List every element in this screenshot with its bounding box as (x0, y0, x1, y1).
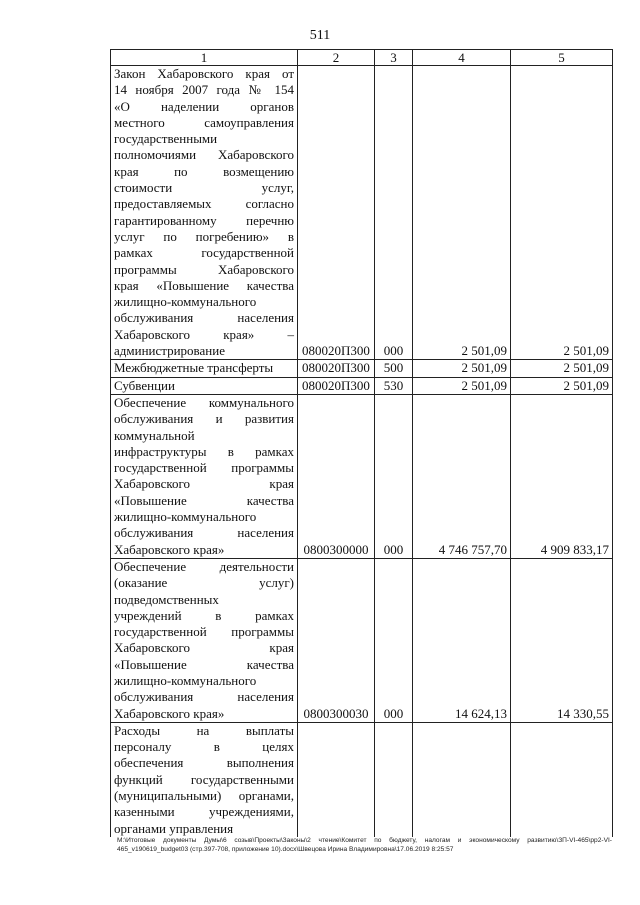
description-line: местного самоуправления (114, 114, 294, 130)
row-description (111, 66, 298, 360)
description-line: казенными учреждениями, (114, 804, 294, 820)
description-line: функций государственными (114, 771, 294, 787)
table-row (111, 377, 613, 394)
row-description (111, 394, 298, 558)
description-line: органами управления (114, 820, 234, 836)
description-line: Хабаровского края» (114, 541, 225, 557)
description-line: 14 ноября 2007 года № 154 (114, 82, 294, 98)
expense-type-code: 530 (375, 377, 413, 394)
expense-type-code: 000 (375, 66, 413, 360)
description-line: услуг по погребению» в (114, 228, 294, 244)
description-line: обслуживания и развития (114, 411, 294, 427)
description-line: обслуживания населения (114, 310, 294, 326)
row-description (111, 360, 298, 377)
amount-2019 (413, 722, 511, 837)
expense-type-code (375, 722, 413, 837)
target-article-code: 0800300030 (298, 558, 375, 722)
description-line: программы Хабаровского (114, 261, 294, 277)
description-line: администрирование (114, 343, 225, 359)
description-line: обслуживания населения (114, 689, 294, 705)
target-article-code (298, 722, 375, 837)
description-line: стоимости услуг, (114, 180, 294, 196)
description-line: Межбюджетные трансферты (114, 360, 274, 376)
table-row (111, 394, 613, 558)
expense-type-code: 500 (375, 360, 413, 377)
amount-2020: 2 501,09 (511, 360, 613, 377)
description-line: обеспечения выполнения (114, 755, 294, 771)
column-header: 3 (375, 50, 413, 66)
target-article-code: 080020П300 (298, 360, 375, 377)
description-line: Хабаровского края» (114, 705, 225, 721)
description-line: (оказание услуг) (114, 575, 294, 591)
column-header: 2 (298, 50, 375, 66)
table-row (111, 558, 613, 722)
description-line: Хабаровского края» – (114, 326, 294, 342)
description-line: Хабаровского края (114, 640, 294, 656)
target-article-code: 080020П300 (298, 66, 375, 360)
table-row (111, 722, 613, 837)
table-row (111, 66, 613, 360)
description-line: коммунальной (114, 427, 195, 443)
amount-2020 (511, 722, 613, 837)
description-line: «Повышение качества (114, 656, 294, 672)
description-line: обслуживания населения (114, 525, 294, 541)
table-header-row (111, 50, 613, 66)
description-line: государственными (114, 131, 218, 147)
description-line: предоставляемых согласно (114, 196, 294, 212)
target-article-code: 080020П300 (298, 377, 375, 394)
description-line: Расходы на выплаты (114, 722, 294, 738)
row-description (111, 722, 298, 837)
document-path-footer: M:\Итоговые документы Думы\6 созыв\Проекты\Законы\2 чтение\Комитет по бюджету, налогам и экономическому развитию\ЗП-VI-465\рр2-VI-465_v190619_budget03 (стр.397-708, приложение 10).docx\Швецова Ирина Владимировна\17.06.2019 8:25:57 (117, 837, 612, 853)
amount-2020: 2 501,09 (511, 66, 613, 360)
description-line: (муниципальными) органами, (114, 788, 294, 804)
amount-2019: 2 501,09 (413, 377, 511, 394)
description-line: жилищно-коммунального (114, 672, 257, 688)
table-row (111, 360, 613, 377)
amount-2020: 14 330,55 (511, 558, 613, 722)
description-line: «Повышение качества (114, 492, 294, 508)
column-header: 1 (111, 50, 298, 66)
amount-2019: 4 746 757,70 (413, 394, 511, 558)
column-header: 5 (511, 50, 613, 66)
amount-2019: 14 624,13 (413, 558, 511, 722)
description-line: государственной программы (114, 460, 294, 476)
description-line: жилищно-коммунального (114, 509, 257, 525)
amount-2020: 4 909 833,17 (511, 394, 613, 558)
description-line: «О наделении органов (114, 98, 294, 114)
description-line: гарантированному перечню (114, 212, 294, 228)
description-line: жилищно-коммунального (114, 294, 257, 310)
description-line: инфраструктуры в рамках (114, 443, 294, 459)
description-line: Субвенции (114, 377, 175, 393)
page-number: 511 (309, 28, 331, 43)
description-line: рамках государственной (114, 245, 294, 261)
description-line: края по возмещению (114, 163, 294, 179)
amount-2019: 2 501,09 (413, 66, 511, 360)
expense-type-code: 000 (375, 394, 413, 558)
description-line: государственной программы (114, 624, 294, 640)
description-line: подведомственных (114, 591, 219, 607)
row-description (111, 377, 298, 394)
row-description (111, 558, 298, 722)
description-line: персоналу в целях (114, 739, 294, 755)
description-line: полномочиями Хабаровского (114, 147, 294, 163)
budget-table (110, 49, 613, 837)
amount-2019: 2 501,09 (413, 360, 511, 377)
expense-type-code: 000 (375, 558, 413, 722)
description-line: края «Повышение качества (114, 277, 294, 293)
description-line: Хабаровского края (114, 476, 294, 492)
description-line: Обеспечение деятельности (114, 558, 294, 574)
description-line: Закон Хабаровского края от (114, 66, 294, 81)
description-line: учреждений в рамках (114, 607, 294, 623)
column-header: 4 (413, 50, 511, 66)
amount-2020: 2 501,09 (511, 377, 613, 394)
target-article-code: 0800300000 (298, 394, 375, 558)
description-line: Обеспечение коммунального (114, 394, 294, 410)
